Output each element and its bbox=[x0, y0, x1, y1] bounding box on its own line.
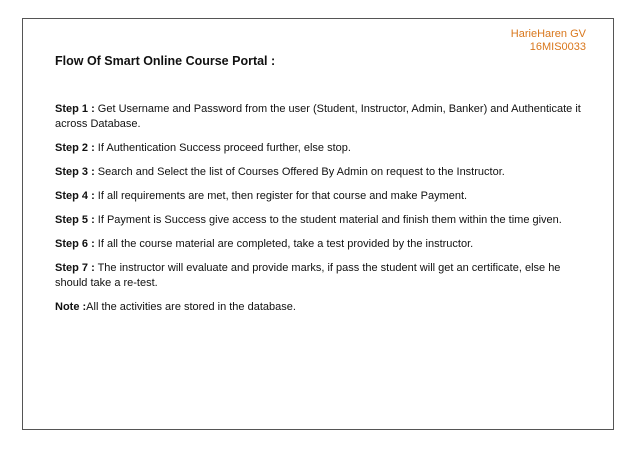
step-text: Search and Select the list of Courses Offered By Admin on request to the Instructor. bbox=[94, 166, 505, 178]
step-4 bbox=[55, 189, 590, 204]
author-block bbox=[511, 28, 586, 54]
step-text: If all requirements are met, then register for that course and make Payment. bbox=[94, 190, 468, 202]
step-7 bbox=[55, 261, 590, 291]
step-label: Step 5 : bbox=[55, 214, 95, 226]
document-title: Flow Of Smart Online Course Portal : bbox=[55, 54, 276, 68]
steps-list bbox=[55, 102, 590, 324]
step-text: The instructor will evaluate and provide marks, if pass the student will get an certificate, else he should take a re-test. bbox=[55, 262, 561, 289]
note bbox=[55, 300, 590, 315]
step-5 bbox=[55, 213, 590, 228]
step-text: If Authentication Success proceed further, else stop. bbox=[94, 142, 351, 154]
step-2 bbox=[55, 141, 590, 156]
step-label: Step 7 : bbox=[55, 262, 95, 274]
note-text: All the activities are stored in the database. bbox=[86, 301, 296, 313]
step-label: Step 2 : bbox=[55, 142, 95, 154]
step-1 bbox=[55, 102, 590, 132]
step-text: Get Username and Password from the user (Student, Instructor, Admin, Banker) and Authenticate it across Database. bbox=[55, 103, 581, 130]
step-text: If Payment is Success give access to the student material and finish them within the time given. bbox=[94, 214, 562, 226]
step-label: Step 1 : bbox=[55, 103, 95, 115]
step-label: Step 3 : bbox=[55, 166, 95, 178]
note-label: Note : bbox=[55, 301, 87, 313]
author-id: 16MIS0033 bbox=[529, 41, 586, 53]
step-text: If all the course material are completed, take a test provided by the instructor. bbox=[94, 238, 474, 250]
author-name: HarieHaren GV bbox=[510, 28, 586, 40]
step-6 bbox=[55, 237, 590, 252]
step-3 bbox=[55, 165, 590, 180]
step-label: Step 6 : bbox=[55, 238, 95, 250]
step-label: Step 4 : bbox=[55, 190, 95, 202]
